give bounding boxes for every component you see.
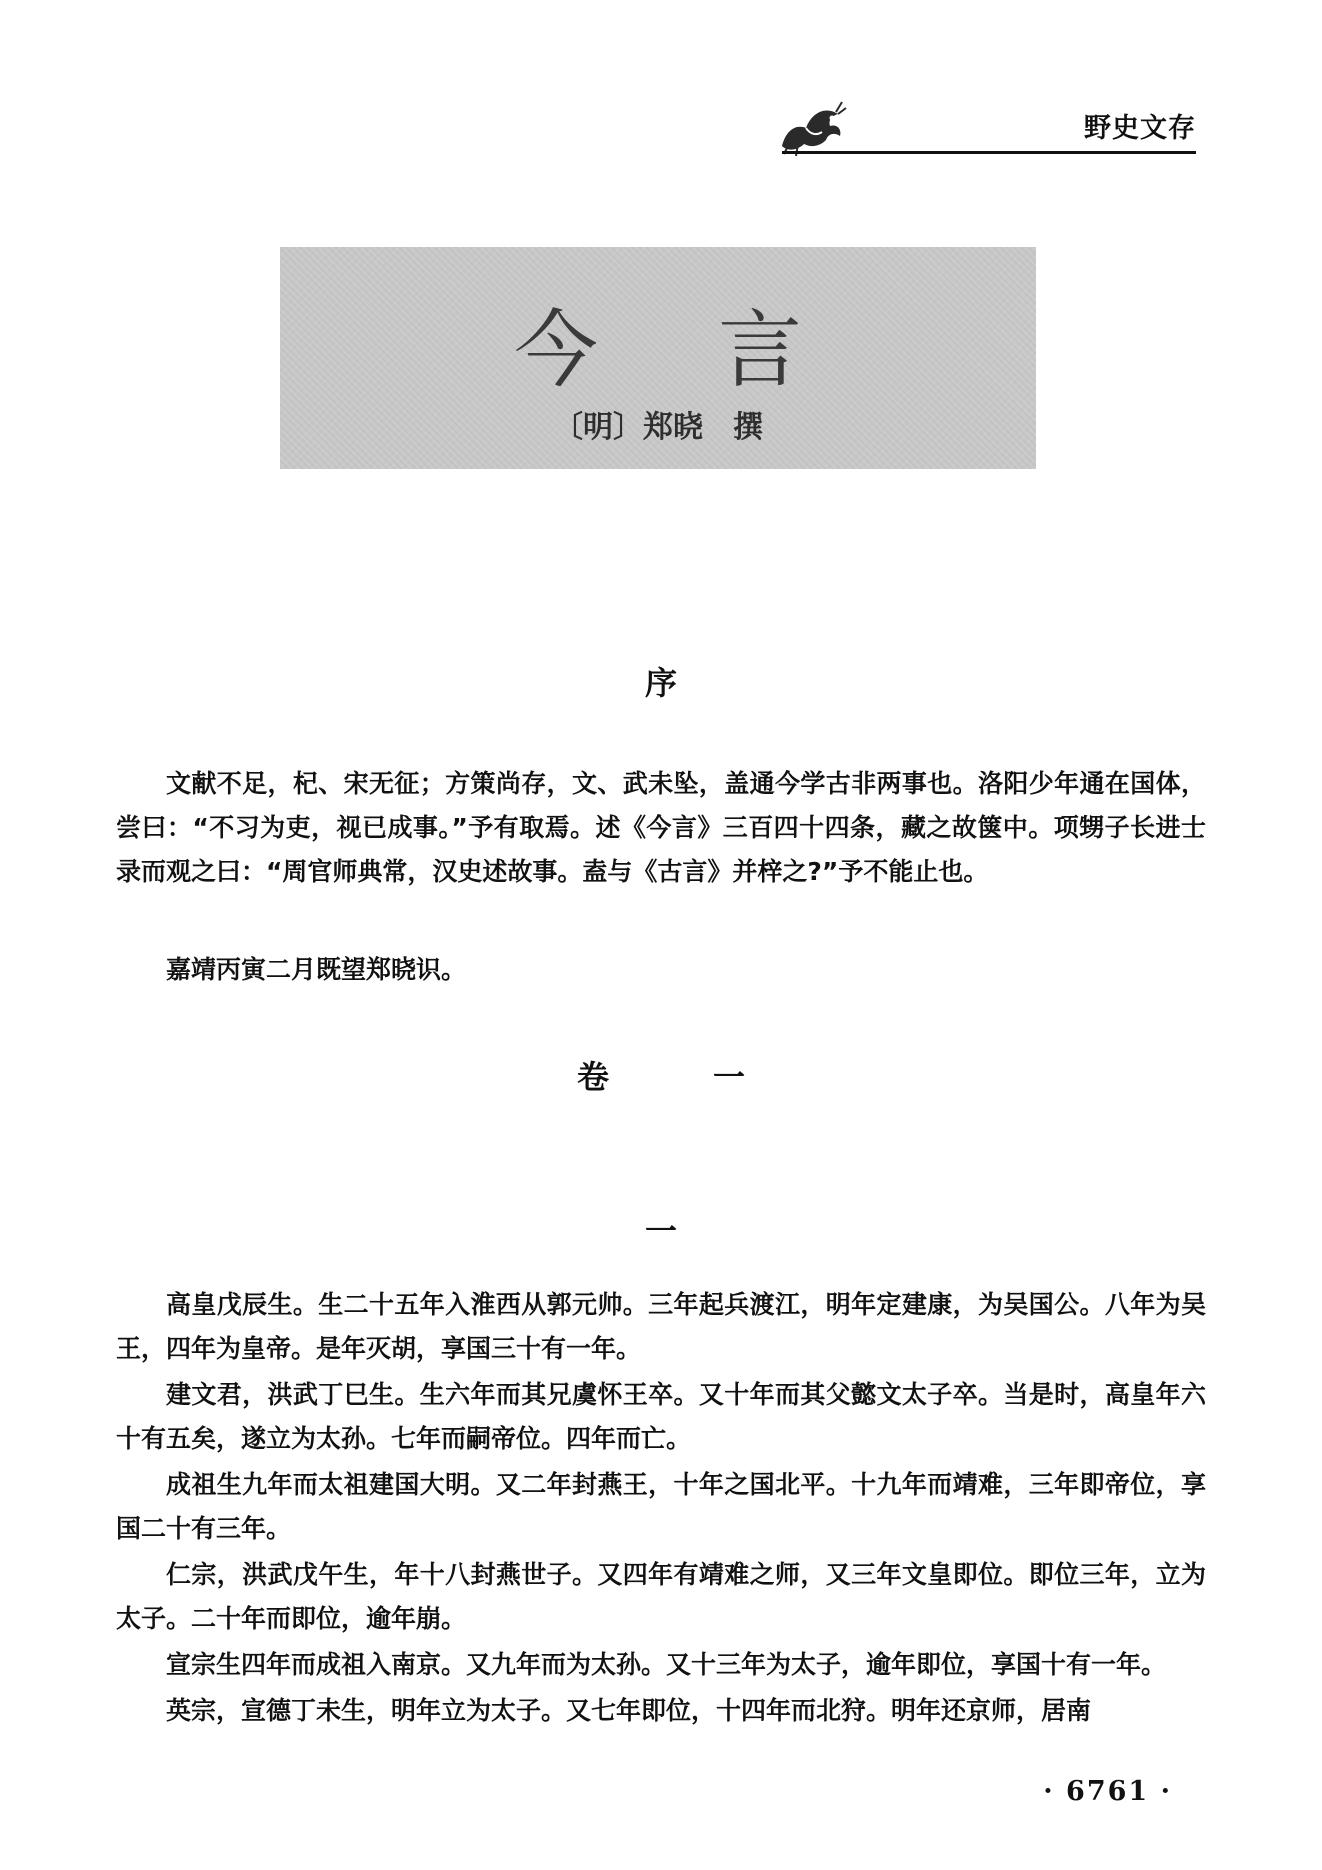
body-paragraph: 建文君，洪武丁巳生。生六年而其兄虞怀王卒。又十年而其父懿文太子卒。当是时，高皇年六十有五矣，遂立为太孙。七年而嗣帝位。四年而亡。 xyxy=(116,1380,1206,1453)
book-title: 今言 xyxy=(513,301,922,399)
book-author: 〔明〕郑晓 撰 xyxy=(553,410,763,445)
preface-paragraph: 文献不足，杞、宋无征；方策尚存，文、武未坠，盖通今学古非两事也。洛阳少年通在国体，尝曰：“不习为吏，视已成事。”予有取焉。述《今言》三百四十四条，藏之故箧中。项甥子长进士录而观之曰：“周官师典常，汉史述故事。盍与《古言》并梓之?”予不能止也。 xyxy=(116,769,1206,886)
body-text xyxy=(116,1283,1206,1735)
body-paragraph: 成祖生九年而太祖建国大明。又二年封燕王，十年之国北平。十九年而靖难，三年即帝位，享国二十有三年。 xyxy=(116,1470,1206,1543)
title-banner xyxy=(280,247,1036,469)
header-rule xyxy=(782,151,1196,154)
page-number: · 6761 · xyxy=(1043,1776,1172,1807)
preface-heading: 序 xyxy=(644,664,677,702)
running-header-title: 野史文存 xyxy=(1084,113,1196,144)
body-paragraph: 宣宗生四年而成祖入南京。又九年而为太孙。又十三年为太子，逾年即位，享国十有一年。 xyxy=(166,1650,1167,1679)
body-paragraph: 英宗，宣德丁未生，明年立为太子。又七年即位，十四年而北狩。明年还京师，居南 xyxy=(166,1696,1092,1725)
dragon-emblem-icon xyxy=(776,94,848,158)
volume-heading: 卷 一 xyxy=(576,1058,781,1096)
preface-signature: 嘉靖丙寅二月既望郑晓识。 xyxy=(166,955,467,984)
body-paragraph: 高皇戊辰生。生二十五年入淮西从郭元帅。三年起兵渡江，明年定建康，为吴国公。八年为吴王，四年为皇帝。是年灭胡，享国三十有一年。 xyxy=(116,1290,1206,1363)
body-paragraph: 仁宗，洪武戊午生，年十八封燕世子。又四年有靖难之师，又三年文皇即位。即位三年，立为太子。二十年而即位，逾年崩。 xyxy=(116,1560,1206,1633)
section-heading: 一 xyxy=(644,1212,677,1250)
